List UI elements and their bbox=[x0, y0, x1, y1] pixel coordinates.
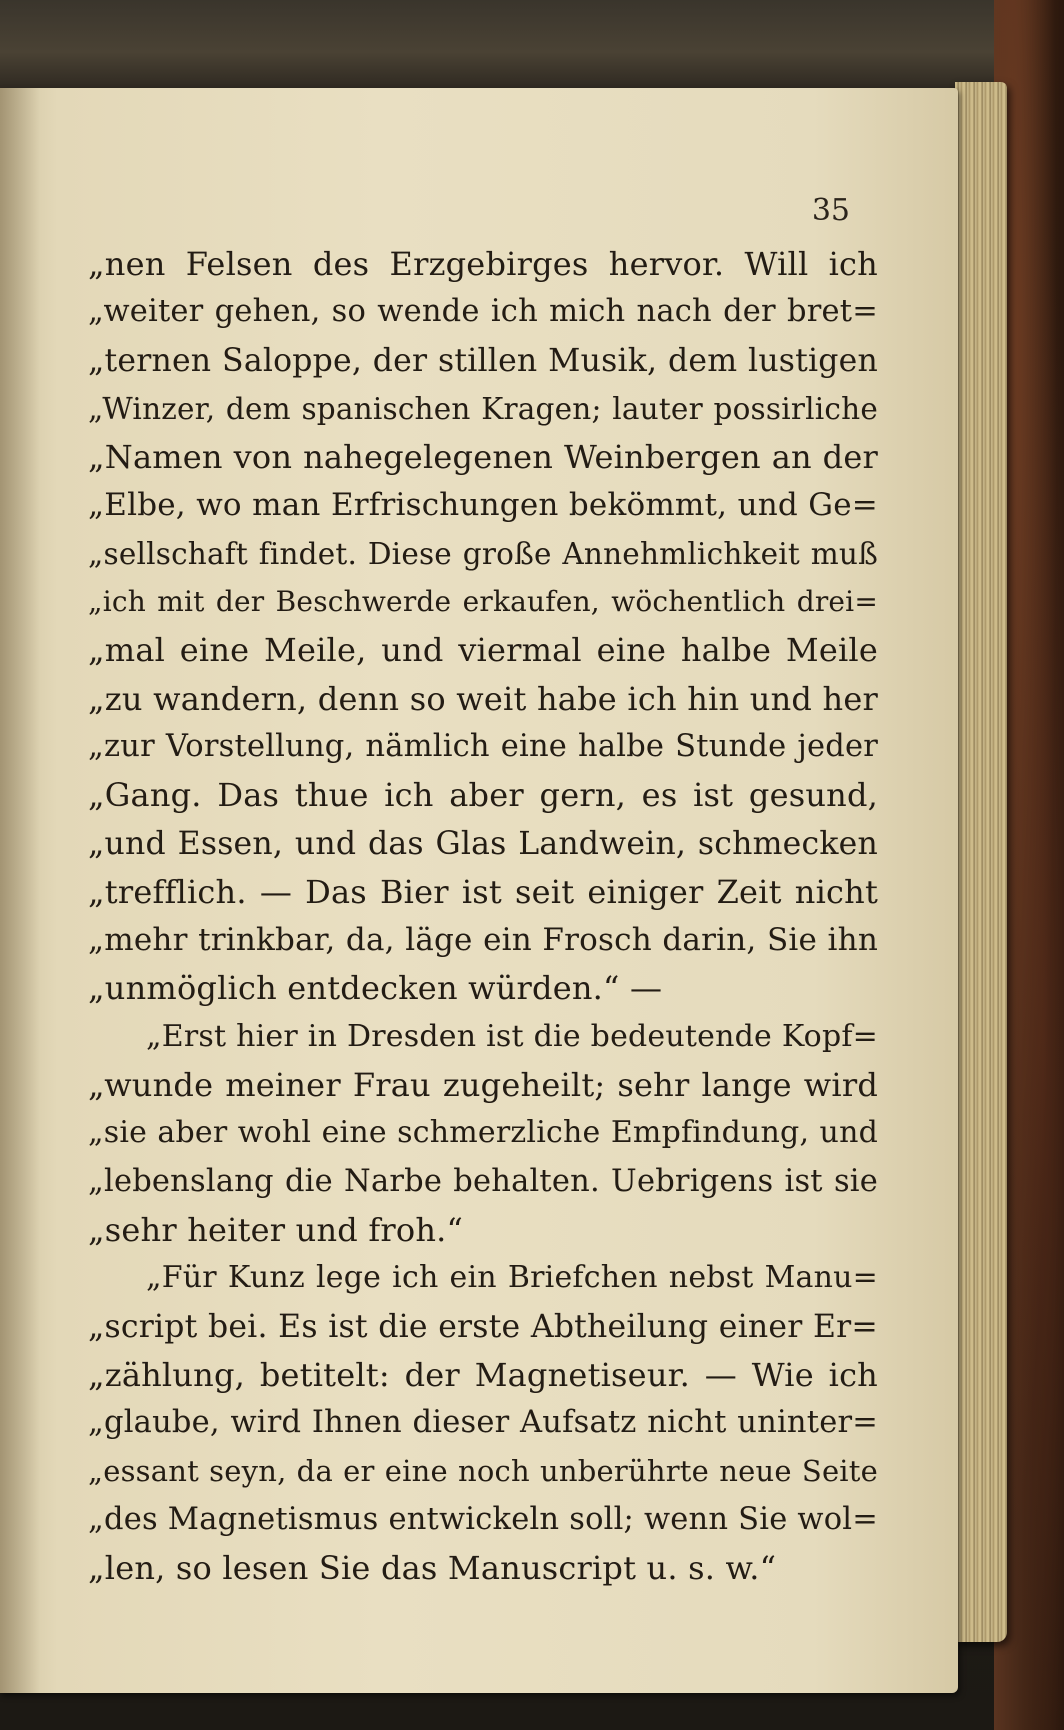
text-line: „lebenslang die Narbe behalten. Uebrigens ist sie bbox=[88, 1163, 878, 1199]
text-line: „zu wandern, denn so weit habe ich hin und her bbox=[88, 679, 878, 718]
text-line: „des Magnetismus entwickeln soll; wenn Sie wol= bbox=[88, 1501, 878, 1537]
text-line: „trefflich. — Das Bier ist seit einiger Zeit nicht bbox=[88, 872, 878, 911]
book-page bbox=[0, 88, 958, 1693]
text-line: „zählung, betitelt: der Magnetiseur. — Wie ich bbox=[88, 1355, 878, 1394]
text-line: „glaube, wird Ihnen dieser Aufsatz nicht uninter= bbox=[88, 1405, 878, 1441]
text-line: „Gang. Das thue ich aber gern, es ist gesund, bbox=[88, 776, 878, 815]
book-cover-top bbox=[0, 0, 1064, 95]
text-line: „mehr trinkbar, da, läge ein Frosch darin, Sie ihn bbox=[88, 922, 878, 959]
text-line: „sellschaft findet. Diese große Annehmlichkeit muß bbox=[88, 536, 878, 571]
text-line: „zur Vorstellung, nämlich eine halbe Stunde jeder bbox=[88, 728, 878, 764]
text-line: „weiter gehen, so wende ich mich nach der bret= bbox=[88, 294, 878, 330]
page-edges bbox=[955, 82, 1007, 1642]
page-number: 35 bbox=[811, 193, 850, 228]
text-line: „wunde meiner Frau zugeheilt; sehr lange wird bbox=[88, 1066, 878, 1105]
text-line: „sehr heiter und froh.“ bbox=[88, 1210, 464, 1249]
text-line: „und Essen, und das Glas Landwein, schmecken bbox=[88, 825, 878, 862]
text-line: „sie aber wohl eine schmerzliche Empfindung, und bbox=[88, 1115, 878, 1151]
text-line: „mal eine Meile, und viermal eine halbe Meile bbox=[88, 631, 878, 670]
text-line: „unmöglich entdecken würden.“ — bbox=[88, 969, 663, 1008]
gutter-shadow bbox=[0, 88, 40, 1693]
text-line: „ternen Saloppe, der stillen Musik, dem lustigen bbox=[88, 342, 878, 379]
text-line: „nen Felsen des Erzgebirges hervor. Will ich bbox=[88, 245, 878, 283]
text-line: „Elbe, wo man Erfrischungen bekömmt, und Ge= bbox=[88, 487, 878, 524]
body-text bbox=[88, 240, 878, 1592]
text-line: „script bei. Es ist die erste Abtheilung einer Er= bbox=[88, 1308, 878, 1345]
text-line: „len, so lesen Sie das Manuscript u. s. w.“ bbox=[88, 1549, 777, 1588]
text-line: „essant seyn, da er eine noch unberührte neue Seite bbox=[88, 1454, 878, 1489]
text-line: „Namen von nahegelegenen Weinbergen an der bbox=[88, 438, 878, 477]
text-line: „Erst hier in Dresden ist die bedeutende Kopf= bbox=[146, 1018, 878, 1054]
text-line: „Für Kunz lege ich ein Briefchen nebst Manu= bbox=[146, 1260, 878, 1296]
text-line: „Winzer, dem spanischen Kragen; lauter possirliche bbox=[88, 391, 878, 426]
text-line: „ich mit der Beschwerde erkaufen, wöchentlich drei= bbox=[88, 585, 878, 619]
